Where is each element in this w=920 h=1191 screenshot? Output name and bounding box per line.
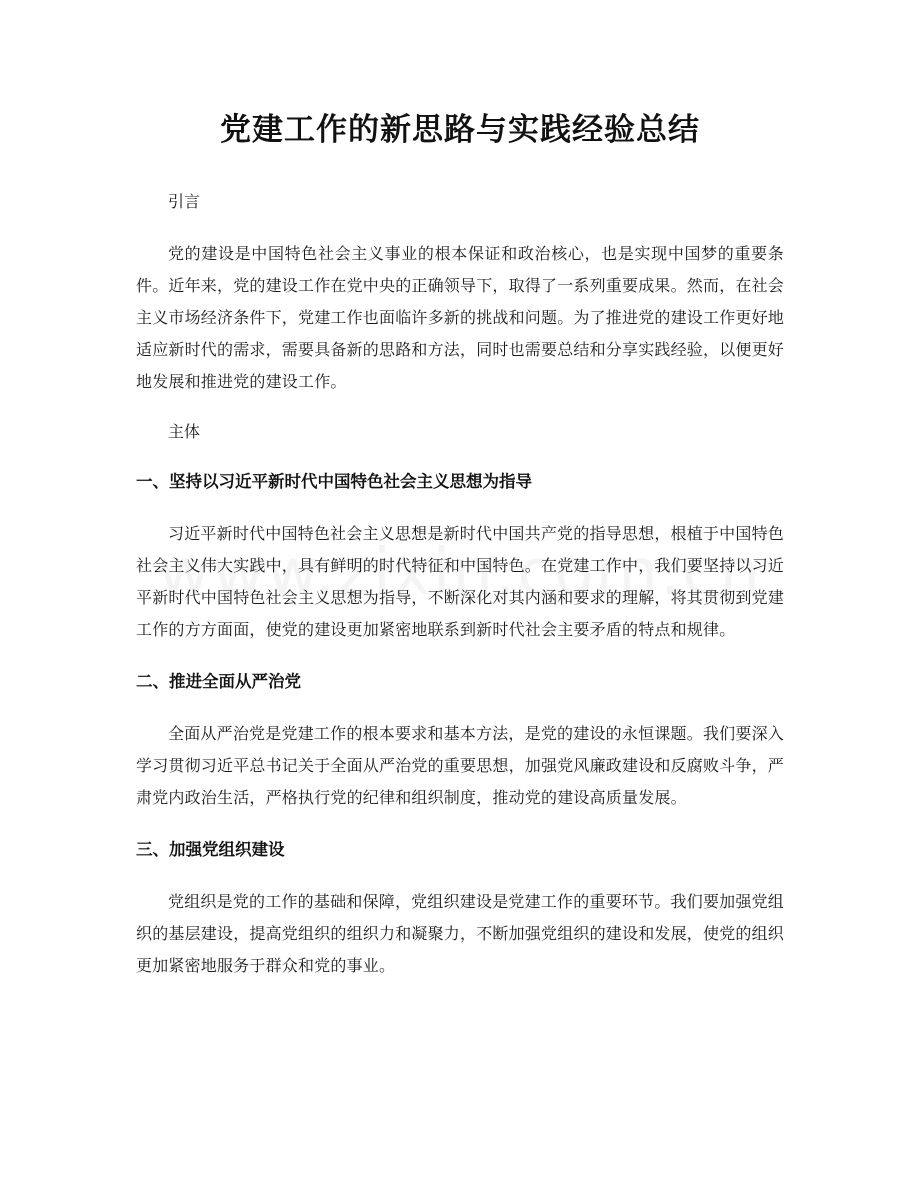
section-paragraph-1: 习近平新时代中国特色社会主义思想是新时代中国共产党的指导思想，根植于中国特色社会主义伟大实践中，具有鲜明的时代特征和中国特色。在党建工作中，我们要坚持以习近平新时代中国特色社会主义思想为指导，不断深化对其内涵和要求的理解，将其贯彻到党建工作的方方面面，使党的建设更加紧密地联系到新时代社会主要矛盾的特点和规律。 [136, 524, 785, 639]
section-heading-2: 二、推进全面从严治党 [136, 672, 301, 691]
section-paragraph-3: 党组织是党的工作的基础和保障，党组织建设是党建工作的重要环节。我们要加强党组织的基层建设，提高党组织的组织力和凝聚力，不断加强党组织的建设和发展，使党的组织更加紧密地服务于群众和党的事业。 [136, 892, 785, 975]
intro-paragraph: 党的建设是中国特色社会主义事业的根本保证和政治核心，也是实现中国梦的重要条件。近年来，党的建设工作在党中央的正确领导下，取得了一系列重要成果。然而，在社会主义市场经济条件下，党建工作也面临许多新的挑战和问题。为了推进党的建设工作更好地适应新时代的需求，需要具备新的思路和方法，同时也需要总结和分享实践经验，以便更好地发展和推进党的建设工作。 [136, 244, 785, 391]
section-heading-1: 一、坚持以习近平新时代中国特色社会主义思想为指导 [136, 472, 532, 491]
body-label: 主体 [168, 422, 201, 441]
intro-label: 引言 [168, 192, 201, 211]
section-paragraph-2: 全面从严治党是党建工作的根本要求和基本方法，是党的建设的永恒课题。我们要深入学习贯彻习近平总书记关于全面从严治党的重要思想，加强党风廉政建设和反腐败斗争，严肃党内政治生活，严格执行党的纪律和组织制度，推动党的建设高质量发展。 [136, 724, 785, 807]
section-heading-3: 三、加强党组织建设 [136, 840, 285, 859]
document-title: 党建工作的新思路与实践经验总结 [220, 112, 700, 148]
